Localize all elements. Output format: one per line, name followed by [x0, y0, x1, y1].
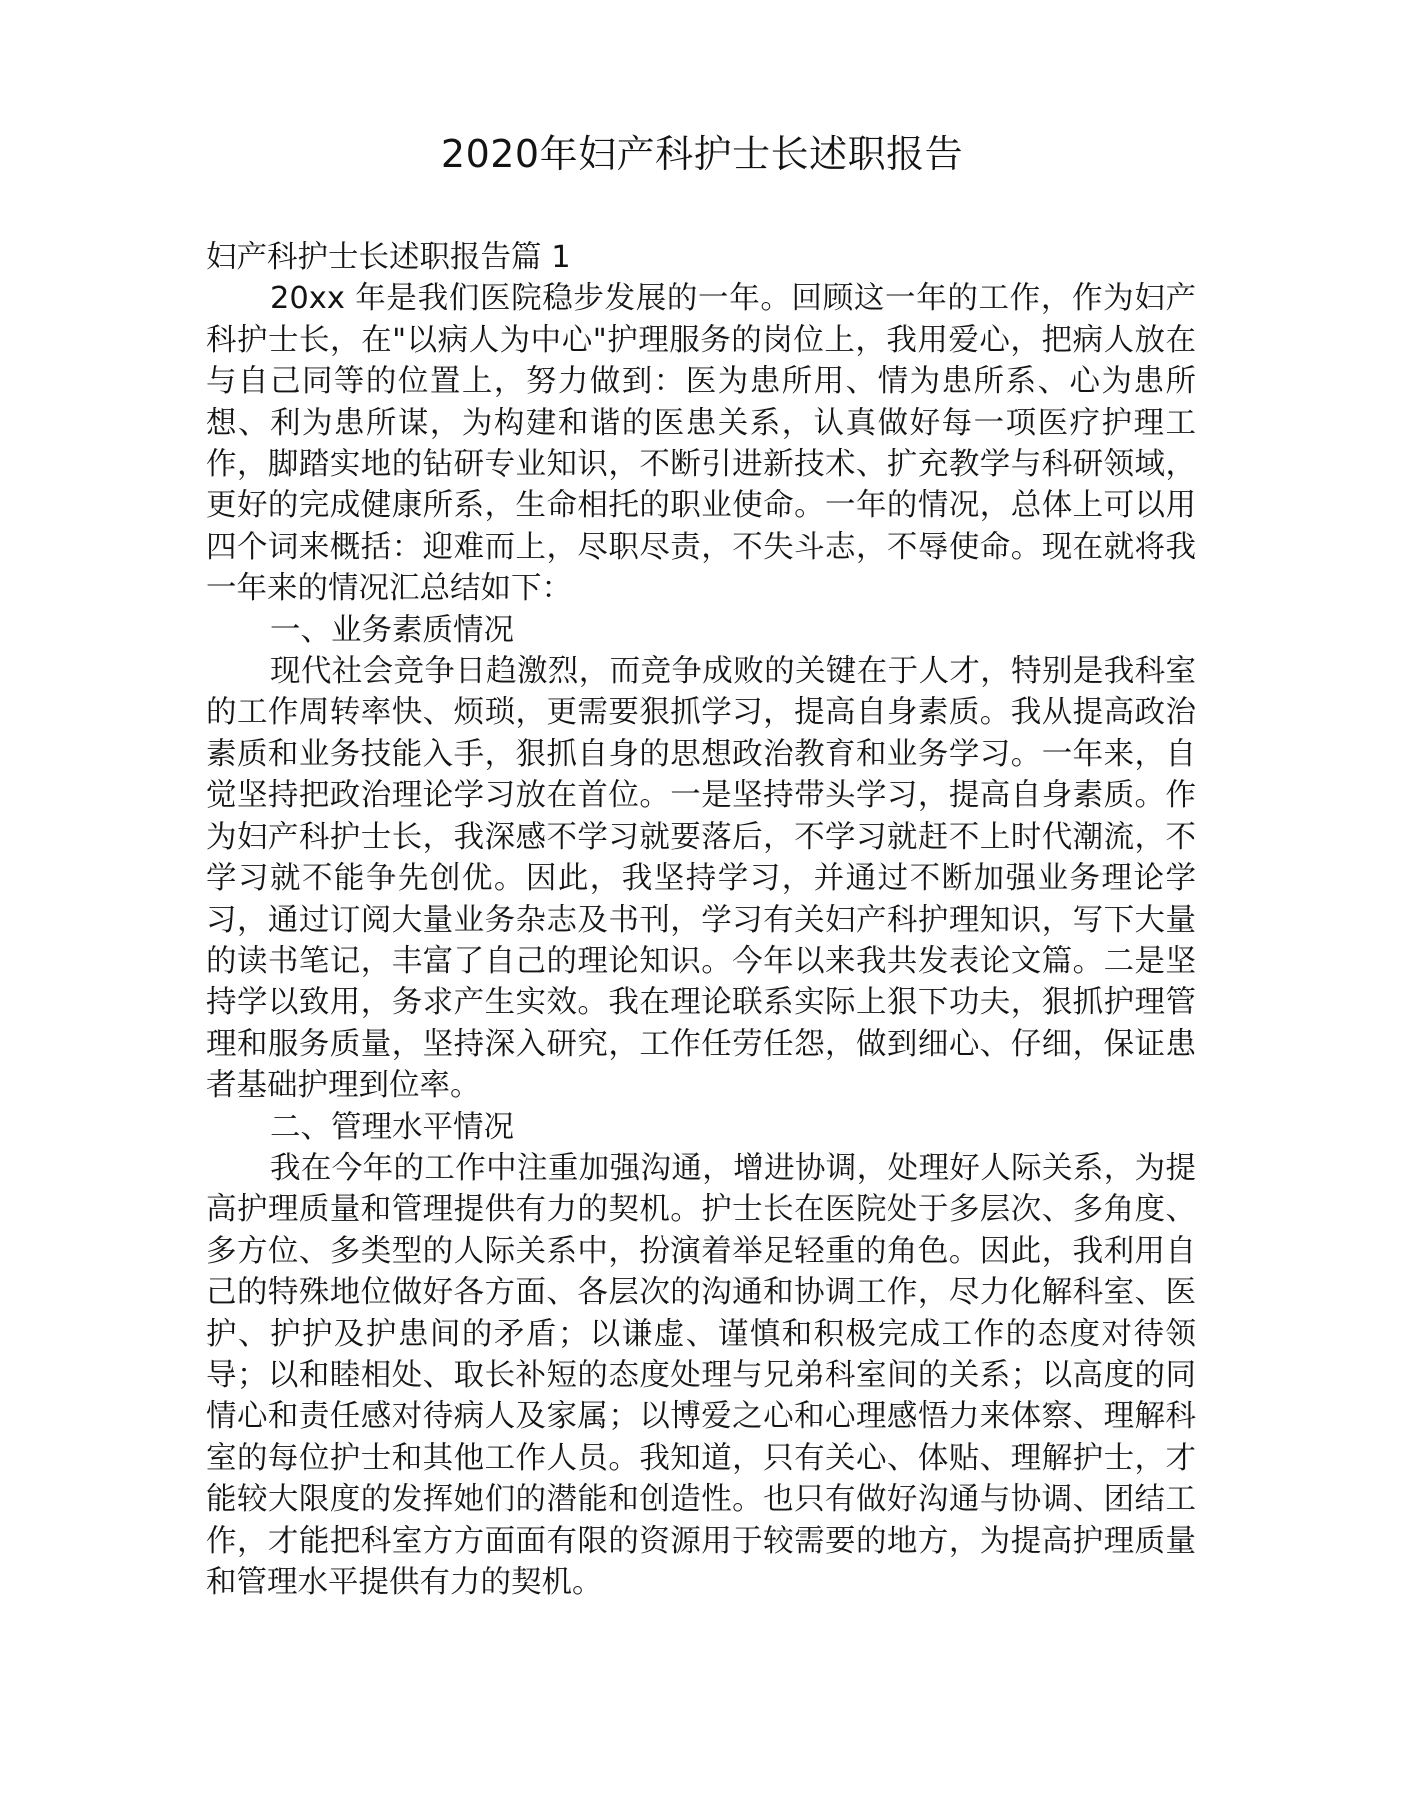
heading-business-quality: 一、业务素质情况 — [270, 612, 514, 648]
section-title: 妇产科护士长述职报告篇 1 — [206, 240, 571, 275]
paragraph-management-level: 我在今年的工作中注重加强沟通，增进协调，处理好人际关系，为提高护理质量和管理提供有力的契机。护士长在医院处于多层次、多角度、多方位、多类型的人际关系中，扮演着举足轻重的角色。因此，我利用自己的特殊地位做好各方面、各层次的沟通和协调工作，尽力化解科室、医护、护护及护患间的矛盾；以谦虚、谨慎和积极完成工作的态度对待领导；以和睦相处、取长补短的态度处理与兄弟科室间的关系；以高度的同情心和责任感对待病人及家属；以博爱之心和心理感悟力来体察、理解科室的每位护士和其他工作人员。我知道，只有关心、体贴、理解护士，才能较大限度的发挥她们的潜能和创造性。也只有做好沟通与协调、团结工作，才能把科室方方面面有限的资源用于较需要的地方，为提高护理质量和管理水平提供有力的契机。 — [206, 1150, 1196, 1600]
paragraph-business-quality: 现代社会竞争日趋激烈，而竞争成败的关键在于人才，特别是我科室的工作周转率快、烦琐，更需要狠抓学习，提高自身素质。我从提高政治素质和业务技能入手，狠抓自身的思想政治教育和业务学习。一年来，自觉坚持把政治理论学习放在首位。一是坚持带头学习，提高自身素质。作为妇产科护士长，我深感不学习就要落后，不学习就赶不上时代潮流，不学习就不能争先创优。因此，我坚持学习，并通过不断加强业务理论学习，通过订阅大量业务杂志及书刊，学习有关妇产科护理知识，写下大量的读书笔记，丰富了自己的理论知识。今年以来我共发表论文篇。二是坚持学以致用，务求产生实效。我在理论联系实际上狠下功夫，狠抓护理管理和服务质量，坚持深入研究，工作任劳任怨，做到细心、仔细，保证患者基础护理到位率。 — [206, 654, 1196, 1104]
paragraph-intro: 20xx 年是我们医院稳步发展的一年。回顾这一年的工作，作为妇产科护士长，在"以病人为中心"护理服务的岗位上，我用爱心，把病人放在与自己同等的位置上，努力做到：医为患所用、情为患所系、心为患所想、利为患所谋，为构建和谐的医患关系，认真做好每一项医疗护理工作，脚踏实地的钻研专业知识，不断引进新技术、扩充教学与科研领域，更好的完成健康所系，生命相托的职业使命。一年的情况，总体上可以用四个词来概括：迎难而上，尽职尽责，不失斗志，不辱使命。现在就将我一年来的情况汇总结如下： — [206, 281, 1196, 607]
document-title: 2020年妇产科护士长述职报告 — [440, 132, 964, 176]
document-body — [206, 237, 1196, 1603]
heading-management-level: 二、管理水平情况 — [270, 1109, 514, 1145]
